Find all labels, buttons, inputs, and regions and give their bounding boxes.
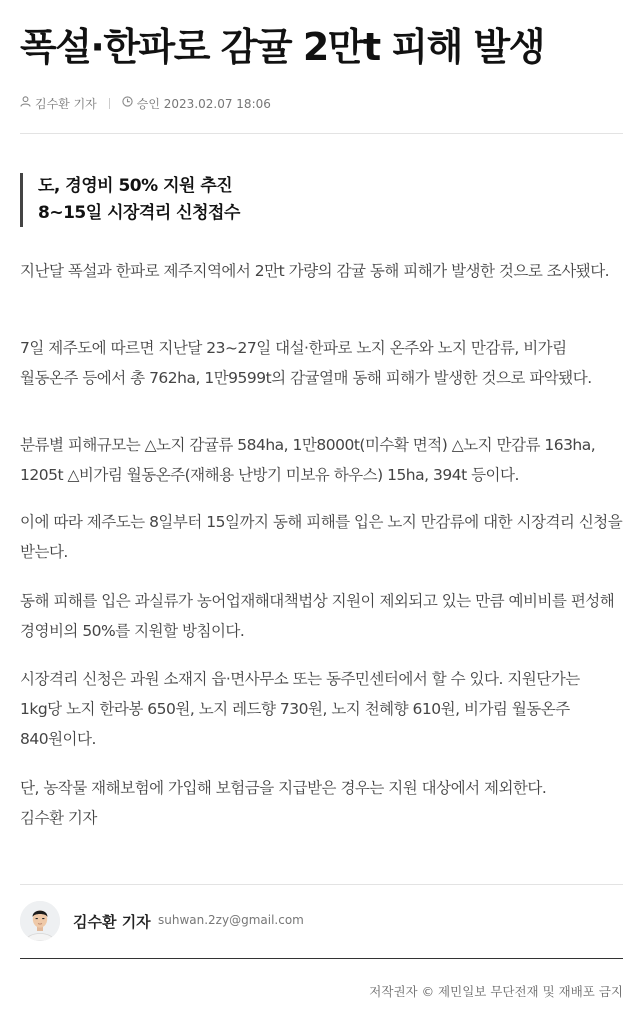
article-paragraph: 7일 제주도에 따르면 지난달 23~27일 대설·한파로 노지 온주와 노지 만감류, 비가림 월동온주 등에서 총 762ha, 1만9599t의 감귤열매 동해 피해가 발생한 것으로 파악됐다. xyxy=(20,339,592,387)
author-card xyxy=(20,884,623,959)
person-icon xyxy=(20,96,31,110)
article-paragraph: 단, 농작물 재해보험에 가입해 보험금을 지급받은 경우는 지원 대상에서 제외한다. 김수환 기자 xyxy=(20,779,547,827)
subtitle-line: 도, 경영비 50% 지원 추진 xyxy=(38,176,233,196)
author-byline[interactable]: 김수환 기자 xyxy=(35,96,97,111)
article-subtitle xyxy=(20,173,598,227)
meta-divider xyxy=(109,98,110,109)
article-paragraph: 시장격리 신청은 과원 소재지 읍·면사무소 또는 동주민센터에서 할 수 있다. 지원단가는 1kg당 노지 한라봉 650원, 노지 레드향 730원, 노지 천혜향 610원, 비가림 월동온주 840원이다. xyxy=(20,670,580,748)
author-name[interactable]: 김수환 기자 xyxy=(73,913,151,931)
article-paragraph: 이에 따라 제주도는 8일부터 15일까지 동해 피해를 입은 노지 만감류에 대한 시장격리 신청을 받는다. xyxy=(20,513,623,561)
copyright-notice: 저작권자 © 제민일보 무단전재 및 재배포 금지 xyxy=(369,984,623,999)
article-meta xyxy=(20,92,271,114)
article-paragraph: 지난달 폭설과 한파로 제주지역에서 2만t 가량의 감귤 동해 피해가 발생한 것으로 조사됐다. xyxy=(20,262,610,280)
approved-datetime: 승인 2023.02.07 18:06 xyxy=(136,96,271,111)
article-paragraph: 분류별 피해규모는 △노지 감귤류 584ha, 1만8000t(미수확 면적) △노지 만감류 163ha, 1205t △비가림 월동온주(재해용 난방기 미보유 하우스) 15ha, 394t 등이다. xyxy=(20,436,596,484)
headline: 폭설·한파로 감귤 2만t 피해 발생 xyxy=(20,25,544,69)
article-paragraph: 동해 피해를 입은 과실류가 농어업재해대책법상 지원이 제외되고 있는 만큼 예비비를 편성해 경영비의 50%를 지원할 방침이다. xyxy=(20,592,615,640)
clock-icon xyxy=(122,96,133,110)
reporter-avatar[interactable] xyxy=(20,901,60,941)
header-divider xyxy=(20,133,623,134)
subtitle-line: 8~15일 시장격리 신청접수 xyxy=(38,203,240,223)
author-email[interactable]: suhwan.2zy@gmail.com xyxy=(158,913,304,927)
